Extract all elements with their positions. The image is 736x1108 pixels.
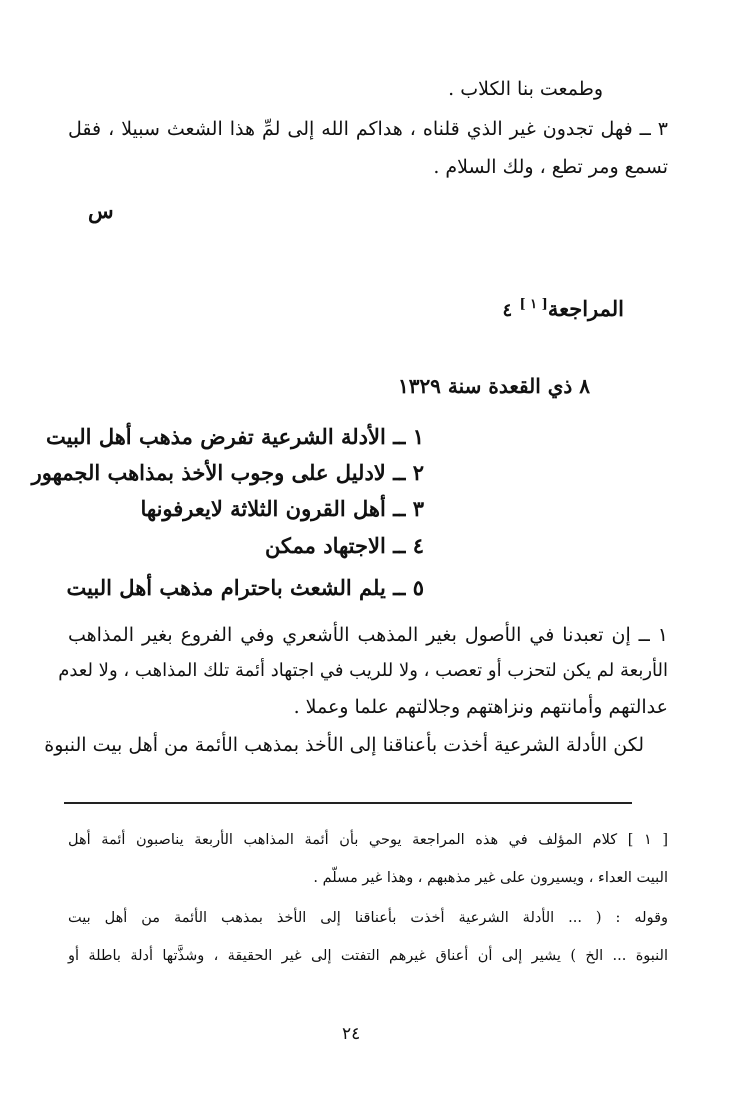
page-number: ٢٤ [342,1024,361,1044]
text-line: لكن الأدلة الشرعية أخذت بأعناقنا إلى الأخذ بمذهب الأئمة من أهل بيت النبوة [44,734,644,756]
text-line: ٣ ــ فهل تجدون غير الذي قلناه ، هداكم الله إلى لمِّ هذا الشعث سبيلا ، فقل [68,118,668,140]
footnote-line: [ ١ ] كلام المؤلف في هذه المراجعة يوحي بأن أئمة المذاهب الأربعة يناصبون أئمة أهل [68,832,668,848]
signature-letter: س [88,198,114,223]
text-line: عدالتهم وأمانتهم ونزاهتهم وجلالتهم علما وعملا . [293,696,668,718]
text-line: ١ ــ إن تعبدنا في الأصول بغير المذهب الأشعري وفي الفروع بغير المذاهب [68,624,668,646]
footnote-divider [64,802,632,804]
summary-item: ٥ ــ يلم الشعث باحترام مذهب أهل البيت [66,575,424,600]
text-line: وطمعت بنا الكلاب . [448,78,603,100]
footnote-line: البيت العداء ، ويسيرون على غير مذهبهم ، وهذا غير مسلّم . [313,870,668,886]
text-line: الأربعة لم يكن لتحزب أو تعصب ، ولا للريب في اجتهاد أئمة تلك المذاهب ، ولا لعدم [58,660,668,681]
summary-item: ١ ــ الأدلة الشرعية تفرض مذهب أهل البيت [45,424,424,449]
text-line: تسمع ومر تطع ، ولك السلام . [433,156,668,178]
summary-item: ٤ ــ الاجتهاد ممكن [264,533,424,558]
date-line: ٨ ذي القعدة سنة ١٣٢٩ [397,374,590,398]
footnote-line: النبوة ... الخ ) يشير إلى أن أعناق غيرهم التفتت إلى غير الحقيقة ، وشذَّتها أدلة باطلة أو [68,948,668,964]
heading-number: ٤ [502,300,513,321]
summary-item: ٢ ــ لادليل على وجوب الأخذ بمذاهب الجمهور [31,460,424,485]
footnote-ref: [ ١ ] [519,297,548,312]
section-heading [502,296,624,321]
footnote-line: وقوله : ( ... الأدلة الشرعية أخذت بأعناقنا إلى الأخذ بمذهب الأئمة من أهل بيت [68,910,668,926]
heading-title: المراجعة [547,296,624,321]
summary-item: ٣ ــ أهل القرون الثلاثة لايعرفونها [140,496,424,521]
